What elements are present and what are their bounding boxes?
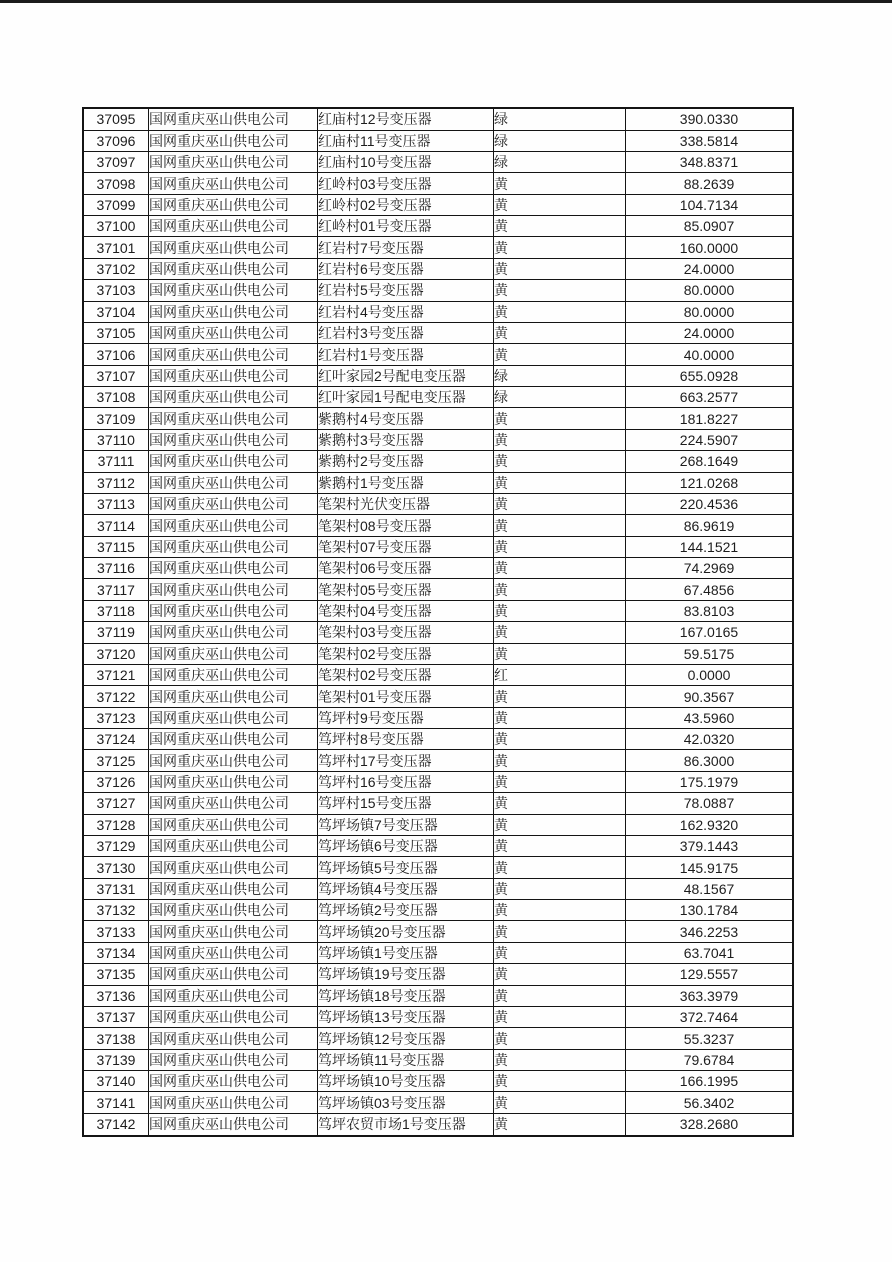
cell-transformer-name: 笔架村02号变压器 bbox=[318, 643, 494, 664]
cell-transformer-name: 笔架村02号变压器 bbox=[318, 664, 494, 685]
table-row bbox=[83, 365, 793, 386]
cell-value: 90.3567 bbox=[626, 686, 794, 707]
cell-status: 黄 bbox=[494, 1092, 626, 1113]
cell-row-id: 37131 bbox=[83, 878, 149, 899]
cell-row-id: 37132 bbox=[83, 900, 149, 921]
cell-company: 国网重庆巫山供电公司 bbox=[149, 429, 318, 450]
cell-status: 黄 bbox=[494, 878, 626, 899]
table-row bbox=[83, 600, 793, 621]
cell-status: 黄 bbox=[494, 729, 626, 750]
cell-status: 黄 bbox=[494, 216, 626, 237]
cell-value: 379.1443 bbox=[626, 835, 794, 856]
cell-value: 42.0320 bbox=[626, 729, 794, 750]
cell-company: 国网重庆巫山供电公司 bbox=[149, 322, 318, 343]
cell-transformer-name: 笃坪村16号变压器 bbox=[318, 771, 494, 792]
table-row bbox=[83, 793, 793, 814]
cell-transformer-name: 笃坪场镇19号变压器 bbox=[318, 964, 494, 985]
cell-row-id: 37095 bbox=[83, 108, 149, 130]
cell-transformer-name: 红岩村4号变压器 bbox=[318, 301, 494, 322]
cell-row-id: 37096 bbox=[83, 130, 149, 151]
cell-status: 黄 bbox=[494, 1028, 626, 1049]
cell-status: 黄 bbox=[494, 429, 626, 450]
cell-value: 79.6784 bbox=[626, 1049, 794, 1070]
cell-company: 国网重庆巫山供电公司 bbox=[149, 900, 318, 921]
cell-transformer-name: 紫鹅村3号变压器 bbox=[318, 429, 494, 450]
cell-transformer-name: 笃坪场镇13号变压器 bbox=[318, 1006, 494, 1027]
cell-transformer-name: 笃坪村15号变压器 bbox=[318, 793, 494, 814]
cell-transformer-name: 紫鹅村1号变压器 bbox=[318, 472, 494, 493]
table-row bbox=[83, 622, 793, 643]
table-row bbox=[83, 151, 793, 172]
cell-company: 国网重庆巫山供电公司 bbox=[149, 1006, 318, 1027]
cell-value: 162.9320 bbox=[626, 814, 794, 835]
cell-transformer-name: 笃坪场镇2号变压器 bbox=[318, 900, 494, 921]
cell-transformer-name: 笃坪场镇7号变压器 bbox=[318, 814, 494, 835]
cell-value: 24.0000 bbox=[626, 258, 794, 279]
cell-company: 国网重庆巫山供电公司 bbox=[149, 771, 318, 792]
cell-transformer-name: 笃坪场镇5号变压器 bbox=[318, 857, 494, 878]
cell-company: 国网重庆巫山供电公司 bbox=[149, 1049, 318, 1070]
cell-value: 175.1979 bbox=[626, 771, 794, 792]
cell-value: 166.1995 bbox=[626, 1071, 794, 1092]
table-row bbox=[83, 280, 793, 301]
cell-row-id: 37126 bbox=[83, 771, 149, 792]
cell-status: 黄 bbox=[494, 1113, 626, 1136]
cell-value: 83.8103 bbox=[626, 600, 794, 621]
cell-status: 黄 bbox=[494, 579, 626, 600]
cell-transformer-name: 笃坪场镇10号变压器 bbox=[318, 1071, 494, 1092]
cell-row-id: 37102 bbox=[83, 258, 149, 279]
cell-row-id: 37106 bbox=[83, 344, 149, 365]
cell-company: 国网重庆巫山供电公司 bbox=[149, 686, 318, 707]
cell-value: 59.5175 bbox=[626, 643, 794, 664]
transformer-table bbox=[82, 107, 794, 1137]
cell-value: 372.7464 bbox=[626, 1006, 794, 1027]
table-row bbox=[83, 344, 793, 365]
cell-company: 国网重庆巫山供电公司 bbox=[149, 814, 318, 835]
cell-status: 黄 bbox=[494, 600, 626, 621]
cell-transformer-name: 笔架村06号变压器 bbox=[318, 558, 494, 579]
cell-company: 国网重庆巫山供电公司 bbox=[149, 664, 318, 685]
cell-row-id: 37116 bbox=[83, 558, 149, 579]
cell-transformer-name: 笃坪场镇6号变压器 bbox=[318, 835, 494, 856]
cell-value: 104.7134 bbox=[626, 194, 794, 215]
cell-company: 国网重庆巫山供电公司 bbox=[149, 451, 318, 472]
cell-value: 363.3979 bbox=[626, 985, 794, 1006]
table-row bbox=[83, 322, 793, 343]
table-row bbox=[83, 1049, 793, 1070]
cell-status: 黄 bbox=[494, 1006, 626, 1027]
cell-transformer-name: 笃坪场镇11号变压器 bbox=[318, 1049, 494, 1070]
cell-status: 黄 bbox=[494, 1071, 626, 1092]
cell-row-id: 37115 bbox=[83, 536, 149, 557]
cell-row-id: 37105 bbox=[83, 322, 149, 343]
cell-row-id: 37111 bbox=[83, 451, 149, 472]
cell-transformer-name: 笃坪场镇20号变压器 bbox=[318, 921, 494, 942]
table-row bbox=[83, 1092, 793, 1113]
cell-status: 黄 bbox=[494, 707, 626, 728]
cell-company: 国网重庆巫山供电公司 bbox=[149, 515, 318, 536]
table-row bbox=[83, 429, 793, 450]
cell-row-id: 37140 bbox=[83, 1071, 149, 1092]
cell-status: 黄 bbox=[494, 344, 626, 365]
cell-transformer-name: 红岭村02号变压器 bbox=[318, 194, 494, 215]
cell-value: 80.0000 bbox=[626, 301, 794, 322]
cell-value: 0.0000 bbox=[626, 664, 794, 685]
cell-company: 国网重庆巫山供电公司 bbox=[149, 579, 318, 600]
cell-row-id: 37121 bbox=[83, 664, 149, 685]
cell-row-id: 37101 bbox=[83, 237, 149, 258]
cell-row-id: 37138 bbox=[83, 1028, 149, 1049]
cell-row-id: 37113 bbox=[83, 493, 149, 514]
table-row bbox=[83, 707, 793, 728]
cell-row-id: 37123 bbox=[83, 707, 149, 728]
cell-transformer-name: 笔架村08号变压器 bbox=[318, 515, 494, 536]
table-row bbox=[83, 237, 793, 258]
cell-row-id: 37135 bbox=[83, 964, 149, 985]
cell-transformer-name: 红岩村1号变压器 bbox=[318, 344, 494, 365]
table-row bbox=[83, 814, 793, 835]
table-row bbox=[83, 900, 793, 921]
cell-transformer-name: 红叶家园1号配电变压器 bbox=[318, 387, 494, 408]
cell-value: 67.4856 bbox=[626, 579, 794, 600]
cell-value: 40.0000 bbox=[626, 344, 794, 365]
cell-transformer-name: 笔架村07号变压器 bbox=[318, 536, 494, 557]
cell-company: 国网重庆巫山供电公司 bbox=[149, 942, 318, 963]
cell-status: 绿 bbox=[494, 108, 626, 130]
cell-transformer-name: 笔架村03号变压器 bbox=[318, 622, 494, 643]
cell-value: 86.9619 bbox=[626, 515, 794, 536]
cell-company: 国网重庆巫山供电公司 bbox=[149, 878, 318, 899]
table-row bbox=[83, 835, 793, 856]
cell-transformer-name: 笔架村光伏变压器 bbox=[318, 493, 494, 514]
table-row bbox=[83, 451, 793, 472]
cell-transformer-name: 笃坪农贸市场1号变压器 bbox=[318, 1113, 494, 1136]
cell-status: 黄 bbox=[494, 451, 626, 472]
cell-row-id: 37097 bbox=[83, 151, 149, 172]
cell-company: 国网重庆巫山供电公司 bbox=[149, 194, 318, 215]
cell-transformer-name: 紫鹅村2号变压器 bbox=[318, 451, 494, 472]
cell-row-id: 37120 bbox=[83, 643, 149, 664]
cell-status: 绿 bbox=[494, 151, 626, 172]
cell-row-id: 37124 bbox=[83, 729, 149, 750]
table-row bbox=[83, 1028, 793, 1049]
cell-company: 国网重庆巫山供电公司 bbox=[149, 793, 318, 814]
cell-status: 黄 bbox=[494, 173, 626, 194]
cell-row-id: 37098 bbox=[83, 173, 149, 194]
cell-status: 绿 bbox=[494, 365, 626, 386]
cell-value: 56.3402 bbox=[626, 1092, 794, 1113]
cell-company: 国网重庆巫山供电公司 bbox=[149, 964, 318, 985]
table-row bbox=[83, 408, 793, 429]
cell-value: 655.0928 bbox=[626, 365, 794, 386]
cell-row-id: 37127 bbox=[83, 793, 149, 814]
cell-value: 338.5814 bbox=[626, 130, 794, 151]
cell-company: 国网重庆巫山供电公司 bbox=[149, 173, 318, 194]
table-row bbox=[83, 643, 793, 664]
cell-row-id: 37099 bbox=[83, 194, 149, 215]
cell-row-id: 37142 bbox=[83, 1113, 149, 1136]
cell-value: 129.5557 bbox=[626, 964, 794, 985]
cell-transformer-name: 笃坪村17号变压器 bbox=[318, 750, 494, 771]
cell-value: 220.4536 bbox=[626, 493, 794, 514]
cell-company: 国网重庆巫山供电公司 bbox=[149, 472, 318, 493]
table-row bbox=[83, 387, 793, 408]
cell-row-id: 37104 bbox=[83, 301, 149, 322]
table-row bbox=[83, 493, 793, 514]
cell-company: 国网重庆巫山供电公司 bbox=[149, 151, 318, 172]
cell-value: 121.0268 bbox=[626, 472, 794, 493]
cell-transformer-name: 红岭村01号变压器 bbox=[318, 216, 494, 237]
cell-company: 国网重庆巫山供电公司 bbox=[149, 921, 318, 942]
cell-company: 国网重庆巫山供电公司 bbox=[149, 408, 318, 429]
cell-status: 绿 bbox=[494, 130, 626, 151]
cell-company: 国网重庆巫山供电公司 bbox=[149, 258, 318, 279]
cell-company: 国网重庆巫山供电公司 bbox=[149, 344, 318, 365]
table-row bbox=[83, 985, 793, 1006]
cell-row-id: 37129 bbox=[83, 835, 149, 856]
cell-company: 国网重庆巫山供电公司 bbox=[149, 301, 318, 322]
cell-status: 黄 bbox=[494, 900, 626, 921]
cell-value: 390.0330 bbox=[626, 108, 794, 130]
cell-status: 黄 bbox=[494, 194, 626, 215]
cell-transformer-name: 笃坪场镇12号变压器 bbox=[318, 1028, 494, 1049]
cell-status: 黄 bbox=[494, 301, 626, 322]
cell-value: 346.2253 bbox=[626, 921, 794, 942]
table-row bbox=[83, 536, 793, 557]
cell-status: 黄 bbox=[494, 280, 626, 301]
cell-company: 国网重庆巫山供电公司 bbox=[149, 108, 318, 130]
table-row bbox=[83, 878, 793, 899]
cell-value: 85.0907 bbox=[626, 216, 794, 237]
cell-transformer-name: 笃坪场镇03号变压器 bbox=[318, 1092, 494, 1113]
cell-row-id: 37118 bbox=[83, 600, 149, 621]
cell-status: 黄 bbox=[494, 237, 626, 258]
table-row bbox=[83, 301, 793, 322]
cell-value: 88.2639 bbox=[626, 173, 794, 194]
cell-company: 国网重庆巫山供电公司 bbox=[149, 387, 318, 408]
cell-transformer-name: 红庙村10号变压器 bbox=[318, 151, 494, 172]
transformer-table-body bbox=[83, 108, 793, 1136]
cell-value: 86.3000 bbox=[626, 750, 794, 771]
cell-transformer-name: 笔架村05号变压器 bbox=[318, 579, 494, 600]
cell-row-id: 37103 bbox=[83, 280, 149, 301]
table-row bbox=[83, 472, 793, 493]
table-row bbox=[83, 258, 793, 279]
table-row bbox=[83, 108, 793, 130]
cell-company: 国网重庆巫山供电公司 bbox=[149, 643, 318, 664]
cell-row-id: 37136 bbox=[83, 985, 149, 1006]
cell-value: 224.5907 bbox=[626, 429, 794, 450]
table-row bbox=[83, 579, 793, 600]
cell-company: 国网重庆巫山供电公司 bbox=[149, 558, 318, 579]
cell-row-id: 37114 bbox=[83, 515, 149, 536]
cell-row-id: 37119 bbox=[83, 622, 149, 643]
cell-status: 黄 bbox=[494, 408, 626, 429]
cell-company: 国网重庆巫山供电公司 bbox=[149, 600, 318, 621]
cell-row-id: 37137 bbox=[83, 1006, 149, 1027]
cell-row-id: 37117 bbox=[83, 579, 149, 600]
cell-company: 国网重庆巫山供电公司 bbox=[149, 1113, 318, 1136]
cell-company: 国网重庆巫山供电公司 bbox=[149, 750, 318, 771]
table-row bbox=[83, 1113, 793, 1136]
cell-status: 黄 bbox=[494, 622, 626, 643]
cell-company: 国网重庆巫山供电公司 bbox=[149, 857, 318, 878]
cell-transformer-name: 红庙村11号变压器 bbox=[318, 130, 494, 151]
cell-status: 黄 bbox=[494, 921, 626, 942]
cell-company: 国网重庆巫山供电公司 bbox=[149, 280, 318, 301]
cell-company: 国网重庆巫山供电公司 bbox=[149, 1092, 318, 1113]
cell-row-id: 37100 bbox=[83, 216, 149, 237]
cell-value: 145.9175 bbox=[626, 857, 794, 878]
cell-row-id: 37130 bbox=[83, 857, 149, 878]
cell-status: 黄 bbox=[494, 771, 626, 792]
cell-status: 黄 bbox=[494, 857, 626, 878]
table-row bbox=[83, 729, 793, 750]
cell-company: 国网重庆巫山供电公司 bbox=[149, 365, 318, 386]
cell-row-id: 37122 bbox=[83, 686, 149, 707]
cell-transformer-name: 紫鹅村4号变压器 bbox=[318, 408, 494, 429]
cell-company: 国网重庆巫山供电公司 bbox=[149, 237, 318, 258]
cell-transformer-name: 红岩村3号变压器 bbox=[318, 322, 494, 343]
cell-transformer-name: 笃坪场镇4号变压器 bbox=[318, 878, 494, 899]
cell-transformer-name: 笃坪村9号变压器 bbox=[318, 707, 494, 728]
cell-value: 48.1567 bbox=[626, 878, 794, 899]
table-row bbox=[83, 921, 793, 942]
cell-status: 黄 bbox=[494, 750, 626, 771]
cell-company: 国网重庆巫山供电公司 bbox=[149, 536, 318, 557]
cell-transformer-name: 笔架村04号变压器 bbox=[318, 600, 494, 621]
cell-transformer-name: 红岩村6号变压器 bbox=[318, 258, 494, 279]
cell-status: 黄 bbox=[494, 643, 626, 664]
cell-transformer-name: 笃坪场镇18号变压器 bbox=[318, 985, 494, 1006]
cell-status: 黄 bbox=[494, 964, 626, 985]
table-row bbox=[83, 515, 793, 536]
cell-row-id: 37110 bbox=[83, 429, 149, 450]
cell-company: 国网重庆巫山供电公司 bbox=[149, 729, 318, 750]
cell-value: 160.0000 bbox=[626, 237, 794, 258]
cell-status: 黄 bbox=[494, 942, 626, 963]
cell-row-id: 37125 bbox=[83, 750, 149, 771]
cell-company: 国网重庆巫山供电公司 bbox=[149, 1028, 318, 1049]
cell-value: 74.2969 bbox=[626, 558, 794, 579]
cell-value: 43.5960 bbox=[626, 707, 794, 728]
table-row bbox=[83, 216, 793, 237]
cell-value: 80.0000 bbox=[626, 280, 794, 301]
cell-status: 黄 bbox=[494, 793, 626, 814]
cell-company: 国网重庆巫山供电公司 bbox=[149, 493, 318, 514]
cell-value: 63.7041 bbox=[626, 942, 794, 963]
table-row bbox=[83, 664, 793, 685]
cell-row-id: 37141 bbox=[83, 1092, 149, 1113]
table-row bbox=[83, 750, 793, 771]
cell-value: 663.2577 bbox=[626, 387, 794, 408]
table-row bbox=[83, 1071, 793, 1092]
cell-row-id: 37112 bbox=[83, 472, 149, 493]
cell-status: 黄 bbox=[494, 322, 626, 343]
cell-value: 78.0887 bbox=[626, 793, 794, 814]
cell-value: 55.3237 bbox=[626, 1028, 794, 1049]
cell-value: 268.1649 bbox=[626, 451, 794, 472]
cell-status: 黄 bbox=[494, 1049, 626, 1070]
cell-value: 130.1784 bbox=[626, 900, 794, 921]
cell-row-id: 37128 bbox=[83, 814, 149, 835]
cell-status: 黄 bbox=[494, 835, 626, 856]
cell-row-id: 37134 bbox=[83, 942, 149, 963]
cell-status: 黄 bbox=[494, 558, 626, 579]
table-row bbox=[83, 686, 793, 707]
cell-value: 167.0165 bbox=[626, 622, 794, 643]
cell-value: 328.2680 bbox=[626, 1113, 794, 1136]
table-row bbox=[83, 964, 793, 985]
cell-transformer-name: 红庙村12号变压器 bbox=[318, 108, 494, 130]
cell-transformer-name: 笃坪场镇1号变压器 bbox=[318, 942, 494, 963]
cell-status: 红 bbox=[494, 664, 626, 685]
cell-value: 144.1521 bbox=[626, 536, 794, 557]
table-row bbox=[83, 194, 793, 215]
cell-status: 黄 bbox=[494, 258, 626, 279]
cell-transformer-name: 红岩村7号变压器 bbox=[318, 237, 494, 258]
table-row bbox=[83, 1006, 793, 1027]
cell-status: 黄 bbox=[494, 493, 626, 514]
cell-transformer-name: 笔架村01号变压器 bbox=[318, 686, 494, 707]
cell-transformer-name: 红岭村03号变压器 bbox=[318, 173, 494, 194]
cell-row-id: 37139 bbox=[83, 1049, 149, 1070]
table-row bbox=[83, 130, 793, 151]
cell-status: 黄 bbox=[494, 814, 626, 835]
cell-company: 国网重庆巫山供电公司 bbox=[149, 835, 318, 856]
cell-row-id: 37107 bbox=[83, 365, 149, 386]
cell-transformer-name: 笃坪村8号变压器 bbox=[318, 729, 494, 750]
cell-company: 国网重庆巫山供电公司 bbox=[149, 1071, 318, 1092]
cell-company: 国网重庆巫山供电公司 bbox=[149, 985, 318, 1006]
table-row bbox=[83, 173, 793, 194]
table-row bbox=[83, 942, 793, 963]
table-row bbox=[83, 857, 793, 878]
cell-status: 黄 bbox=[494, 686, 626, 707]
cell-status: 黄 bbox=[494, 515, 626, 536]
cell-transformer-name: 红岩村5号变压器 bbox=[318, 280, 494, 301]
cell-row-id: 37108 bbox=[83, 387, 149, 408]
table-row bbox=[83, 771, 793, 792]
cell-value: 348.8371 bbox=[626, 151, 794, 172]
cell-status: 黄 bbox=[494, 536, 626, 557]
cell-status: 黄 bbox=[494, 985, 626, 1006]
cell-company: 国网重庆巫山供电公司 bbox=[149, 622, 318, 643]
cell-status: 绿 bbox=[494, 387, 626, 408]
cell-row-id: 37109 bbox=[83, 408, 149, 429]
cell-company: 国网重庆巫山供电公司 bbox=[149, 130, 318, 151]
cell-row-id: 37133 bbox=[83, 921, 149, 942]
cell-transformer-name: 红叶家园2号配电变压器 bbox=[318, 365, 494, 386]
cell-company: 国网重庆巫山供电公司 bbox=[149, 216, 318, 237]
cell-value: 181.8227 bbox=[626, 408, 794, 429]
table-row bbox=[83, 558, 793, 579]
cell-status: 黄 bbox=[494, 472, 626, 493]
page-top-edge-line bbox=[0, 0, 892, 3]
cell-company: 国网重庆巫山供电公司 bbox=[149, 707, 318, 728]
cell-value: 24.0000 bbox=[626, 322, 794, 343]
